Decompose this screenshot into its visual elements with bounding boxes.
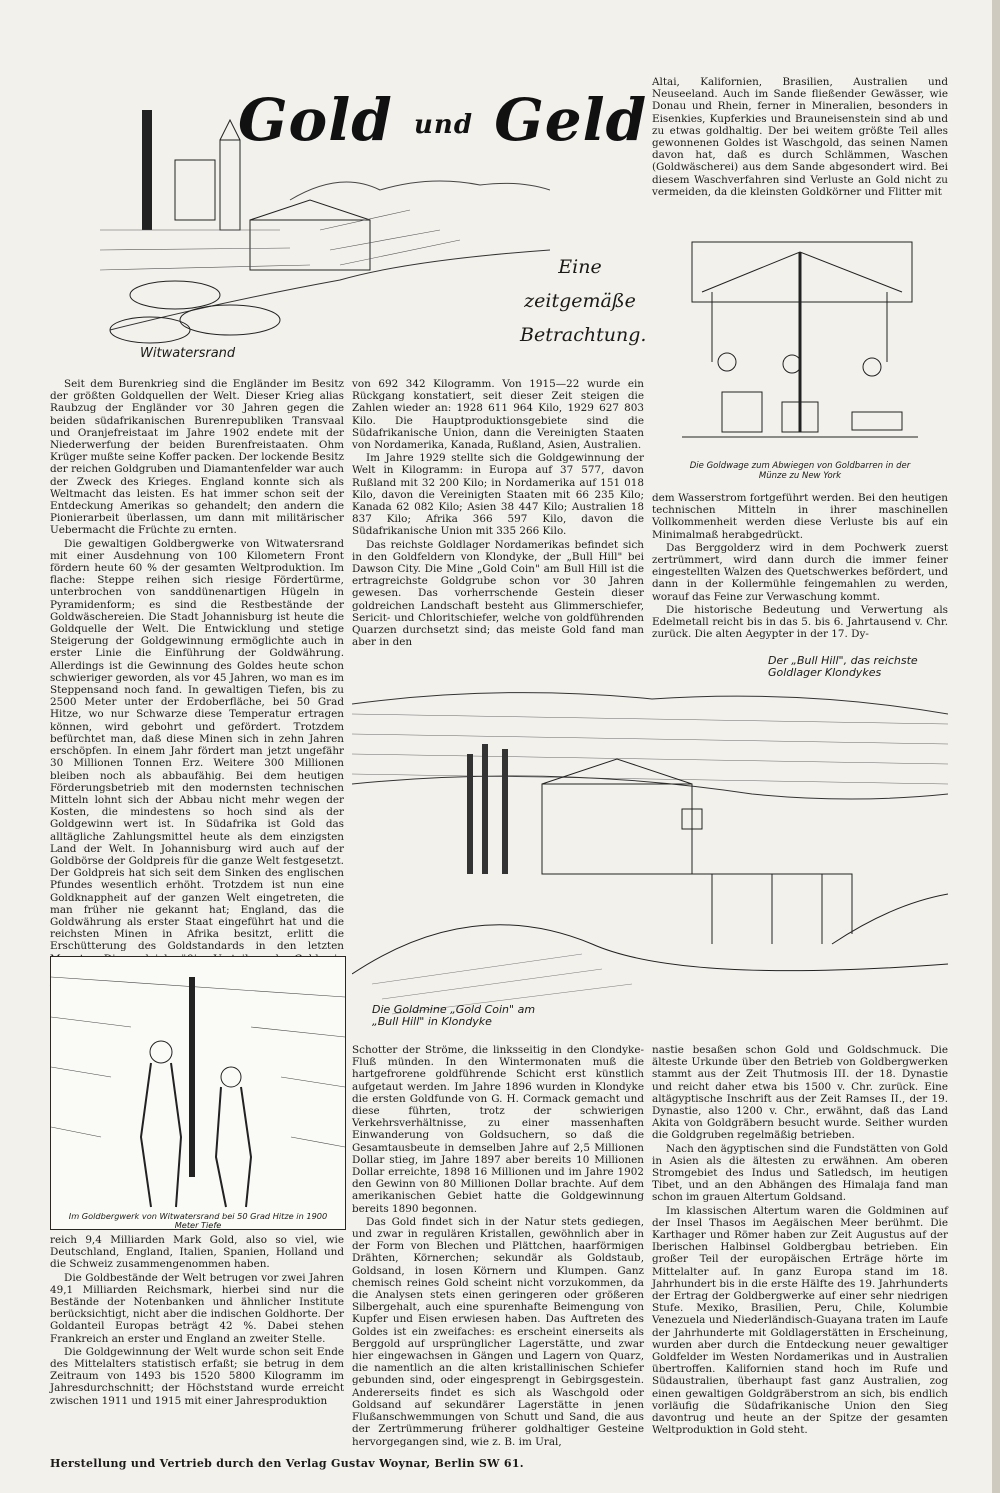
publisher-footer: Herstellung und Vertrieb durch den Verlag Gustav Woynar, Berlin SW 61. xyxy=(50,1457,524,1470)
paragraph: Die gewaltigen Goldbergwerke von Witwatersrand mit einer Ausdehnung von 100 Kilometern Front fördern heute 60 % der gesamten Weltproduktion. Im flache: Steppe reihen sich riesige Fördertürme, unterbrochen von sanddünenartigen Hügeln in Pyramidenform; es sind die Restbestände der Goldwäschereien. Die Stadt Johannisburg ist heute die Goldquelle der Welt. Die Entwicklung und stetige Steigerung der Goldgewinnung ermöglichte auch in erster Linie die Einführung der Goldwährung. Allerdings ist die Gewinnung des Goldes heute schon schwieriger geworden, als vor 45 Jahren, wo man es im Steppensand noch fand. In gewaltigen Tiefen, bis zu 2500 Meter unter der Erdoberfläche, bei 50 Grad Hitze, wo nur Schwarze diese Temperatur ertragen können, wird gebohrt und gefördert. Trotzdem befürchtet man, daß diese Minen sich in zehn Jahren erschöpfen. In einem Jahr fördert man jetzt ungefähr 30 Millionen Tonnen Erz. Weitere 300 Millionen bleiben noch als abbaufähig. Bei dem heutigen Förderungsbetrieb mit den modernsten technischen Mitteln lohnt sich der Abbau nicht mehr wegen der Kosten, die mindestens so hoch sind als der Goldgewinn wert ist. In Südafrika ist Gold das alltägliche Zahlungsmittel heute als dem einzigsten Land der Welt. In Johannisburg wird auch auf der Goldbörse der Goldpreis für die ganze Welt festgesetzt. Der Goldpreis hat sich seit dem Sinken des englischen Pfundes wesentlich erhöht. Trotzdem ist nun eine Goldknappheit auf der ganzen Welt eingetreten, die man früher nie gekannt hat; England, das die Goldwährung als erster Staat eingeführt hat und die reichsten Minen in Afrika besitzt, erlitt die Erschütterung des Goldstandards in den letzten xyxy=(50,537,344,953)
column-left-bottom xyxy=(50,1234,344,1407)
column-right-bottom xyxy=(652,1044,948,1437)
headline-word-1: Gold xyxy=(238,86,393,154)
caption-gold-coin: Die Goldmine „Gold Coin" am „Bull Hill" in Klondyke xyxy=(372,1003,536,1028)
paragraph: nastie besaßen schon Gold und Goldschmuck. Die älteste Urkunde über den Betrieb von Goldbergwerken stammt aus der Zeit Thutmosis III. der 18. Dynastie und reicht daher etwa bis 1500 v. Chr. zurück. Eine altägyptische Inschrift aus der Zeit Ramses II., der 19. Dynastie, also 1200 v. Chr., erwähnt, daß das Land Akita von Goldgräbern besucht wurde. Seither wurden die Goldgruben regelmäßig betrieben. xyxy=(652,1044,948,1142)
column-left-top xyxy=(50,378,344,1001)
subtitle-line-2: zeitgemäße xyxy=(524,290,636,312)
page-edge-shadow xyxy=(992,0,1000,1493)
column-middle-bottom xyxy=(352,1044,644,1448)
headline-und: und xyxy=(414,110,474,140)
paragraph: Seit dem Burenkrieg sind die Engländer im Besitz der größten Goldquellen der Welt. Dieser Krieg alias Raubzug der Engländer vor 30 Jahren gegen die beiden südafrikanischen Burenrepubliken Transvaal und Oranjefreistaat im Jahre 1902 endete mit der Niederwerfung der beiden Burenfreistaaten. Ohm Krüger mußte seine Koffer packen. Der lockende Besitz der reichen Goldgruben und Diamantenfelder war auch der Zweck des Krieges. England konnte sich als Weltmacht das leisten. Es hat immer schon seit der Entdeckung Amerikas so gehandelt; den andern die Pionierarbeit überlassen, um dann mit militärischer Uebermacht die Früchte zu ernten. xyxy=(50,378,344,537)
paragraph: von 692 342 Kilogramm. Von 1915—22 wurde ein Rückgang konstatiert, seit dieser Zeit steigen die Zahlen wieder an: 1928 611 964 Kilo, 1929 627 803 Kilo. Die Hauptproduktionsgebiete sind die Südafrikanische Union, dann die Vereinigten Staaten von Nordamerika, Kanada, Rußland, Asien, Australien. xyxy=(352,378,644,452)
klondike-mine-illustration xyxy=(352,644,948,1040)
subtitle-line-1: Eine xyxy=(558,256,602,278)
column-right-top xyxy=(652,76,948,198)
column-middle-top xyxy=(352,378,644,648)
caption-goldwage: Die Goldwage zum Abwiegen von Goldbarren in der Münze zu New York xyxy=(689,461,911,481)
gold-scale-drawing xyxy=(672,232,928,458)
caption-bull-hill: Der „Bull Hill", das reichste Goldlager Klondykes xyxy=(768,654,918,679)
gold-scale-figure xyxy=(672,232,928,458)
subtitle xyxy=(520,250,647,352)
headline xyxy=(238,86,647,154)
mine-shaft-drawing xyxy=(51,957,345,1229)
subtitle-line-3: Betrachtung. xyxy=(520,324,647,346)
paragraph: Die historische Bedeutung und Verwertung als Edelmetall reicht bis in das 5. bis 6. Jahrtausend v. Chr. zurück. Die alten Aegypter in der 17. Dy- xyxy=(652,603,948,641)
paragraph: Das Gold findet sich in der Natur stets gediegen, und zwar in regulären Kristallen, gewöhnlich aber in der Form von Blechen und Plättchen, haarförmigen Drähten, Körnerchen; sekundär als Goldstaub, Goldsand, in losen Körnern und Klumpen. Ganz chemisch reines Gold scheint nicht vorzukommen, da die Analysen stets einen geringeren oder größeren Silbergehalt, auch eine spurenhafte Beimengung von Kupfer und Eisen erwiesen haben. Das Auftreten des Goldes ist ein zweifaches: es erscheint einerseits als Berggold auf ursprünglicher Lagerstätte, und zwar hier eingewachsen in Gängen und Lagern von Quarz, die namentlich an die alten kristallinischen Schiefer gebunden sind, oder eingesprengt in Gebirgsgestein. Andererseits findet es sich als Waschgold oder Goldsand auf sekundärer Lagerstätte in jenen Flußanschwemmungen von Schutt und Sand, die aus der Zertrümmerung früherer goldhaltiger Gesteine hervorgegangen sind, wie z. B. im Ural, xyxy=(352,1215,644,1448)
paragraph: Das reichste Goldlager Nordamerikas befindet sich in den Goldfeldern von Klondyke, der „Bull Hill" bei Dawson City. Die Mine „Gold Coin" am Bull Hill ist die ertragreichste Goldgrube schon vor 30 Jahren gewesen. Das vorherrschende Gestein dieser goldreichen Landschaft besteht aus Glimmerschiefer, Sericit- und Chloritschiefer, welche von goldführenden Quarzen durchsetzt sind; das meiste Gold fand man aber in den xyxy=(352,538,644,649)
caption-witwatersrand: Witwatersrand xyxy=(140,346,236,361)
paragraph: reich 9,4 Milliarden Mark Gold, also so viel, wie Deutschland, England, Italien, Spanien, Holland und die Schweiz zusammengenommen haben. xyxy=(50,1234,344,1271)
paragraph: Das Berggolderz wird in dem Pochwerk zuerst zertrümmert, wird dann durch die immer feiner eingestellten Walzen des Quetschwerkes befördert, und dann in der Kollermühle feingemahlen zu werden, worauf das Feine zur Verwaschung kommt. xyxy=(652,541,948,603)
paragraph: dem Wasserstrom fortgeführt werden. Bei den heutigen technischen Mitteln in ihrer maschinellen Vollkommenheit werden diese Verluste bis auf ein Minimalmaß herabgedrückt. xyxy=(652,492,948,541)
paragraph: Im klassischen Altertum waren die Goldminen auf der Insel Thasos im Aegäischen Meer berühmt. Die Karthager und Römer haben zur Zeit Augustus auf der Iberischen Halbinsel Goldbergbau betrieben. Ein großer Teil der europäischen Erträge hörte im Mittelalter auf. In ganz Europa stand im 18. Jahrhundert bis in die erste Hälfte des 19. Jahrhunderts der Ertrag der Goldbergwerke auf einer sehr niedrigen Stufe. Mexiko, Brasilien, Peru, Chile, Kolumbie Venezuela und Niederländisch-Guayana traten im Laufe der Jahrhunderte mit Goldlagerstätten in Erscheinung, wurden aber durch die Entdeckung neuer gewaltiger Goldfelder im Westen Nordamerikas und in Australien übertroffen. Kalifornien stand hoch im Rufe und Südaustralien, überhaupt fast ganz Australien, zog einen gewaltigen Goldgräberstrom an sich, bis endlich vorläufig die Südafrikanische Union den Sieg davontrug und heute an der Spitze der gesamten Weltproduktion in Gold steht. xyxy=(652,1204,948,1437)
goldbergwerk-illustration xyxy=(50,956,346,1230)
column-right-middle xyxy=(652,492,948,640)
headline-word-2: Geld xyxy=(494,86,648,154)
caption-goldbergwerk: Im Goldbergwerk von Witwatersrand bei 50 Grad Hitze in 1900 Meter Tiefe xyxy=(68,1211,328,1230)
paragraph: Altai, Kalifornien, Brasilien, Australien und Neuseeland. Auch im Sande fließender Gewässer, wie Donau und Rhein, ferner in Mineralien, besonders in Eisenkies, Kupferkies und Brauneisenstein sind ab und zu etwas goldhaltig. Der bei weitem größte Teil alles gewonnenen Goldes ist Waschgold, das seinen Namen davon hat, daß es durch Schlämmen, Waschen (Goldwäscherei) aus dem Sande abgesondert wird. Bei diesem Waschverfahren sind Verluste an Gold nicht zu vermeiden, da die kleinsten Goldkörner und Flitter mit xyxy=(652,76,948,198)
gold-coin-mine-drawing xyxy=(352,644,948,1040)
paragraph: Die Goldgewinnung der Welt wurde schon seit Ende des Mittelalters statistisch erfaßt; sie betrug in dem Zeitraum von 1493 bis 1520 5800 Kilogramm im Jahresdurchschnitt; der Höchststand wurde erreicht zwischen 1911 und 1915 mit einer Jahresproduktion xyxy=(50,1345,344,1407)
paragraph: Die Goldbestände der Welt betrugen vor zwei Jahren 49,1 Milliarden Reichsmark, hierbei sind nur die Bestände der Notenbanken und ähnlicher Institute berücksichtigt, nicht aber die indischen Goldhorte. Der Goldanteil Europas beträgt 42 %. Dabei stehen Frankreich an erster und England an zweiter Stelle. xyxy=(50,1271,344,1345)
paragraph: Im Jahre 1929 stellte sich die Goldgewinnung der Welt in Kilogramm: in Europa auf 37 577, davon Rußland mit 32 200 Kilo; in Nordamerika auf 151 018 Kilo, davon die Vereinigten Staaten mit 66 235 Kilo; Kanada 62 082 Kilo; Asien 38 447 Kilo; Australien 18 837 Kilo; Afrika 366 597 Kilo, davon die Südafrikanische Union mit 335 266 Kilo. xyxy=(352,452,644,538)
paragraph: Nach den ägyptischen sind die Fundstätten von Gold in Asien als die ältesten zu erwähnen. Am oberen Stromgebiet des Indus und Satledsch, im heutigen Tibet, und an den Abhängen des Himalaja fand man schon im grauen Altertum Goldsand. xyxy=(652,1142,948,1204)
paragraph: Schotter der Ströme, die linksseitig in den Clondyke-Fluß münden. In den Wintermonaten muß die hartgefrorene goldführende Schicht erst künstlich aufgetaut werden. Im Jahre 1896 wurden in Klondyke die ersten Goldfunde von G. H. Cormack gemacht und diese führten, trotz der schwierigen Verkehrsverhältnisse, zu einer massenhaften Einwanderung von Goldsuchern, so daß die Gesamtausbeute in demselben Jahre auf 2,5 Millionen Dollar stieg, im Jahre 1897 aber bereits 10 Millionen Dollar erreichte, 1898 16 Millionen und im Jahre 1902 den Gewinn von 80 Millionen Dollar brachte. Auf dem amerikanischen Gebiet hatte die Goldgewinnung bereits 1890 begonnen. xyxy=(352,1044,644,1215)
